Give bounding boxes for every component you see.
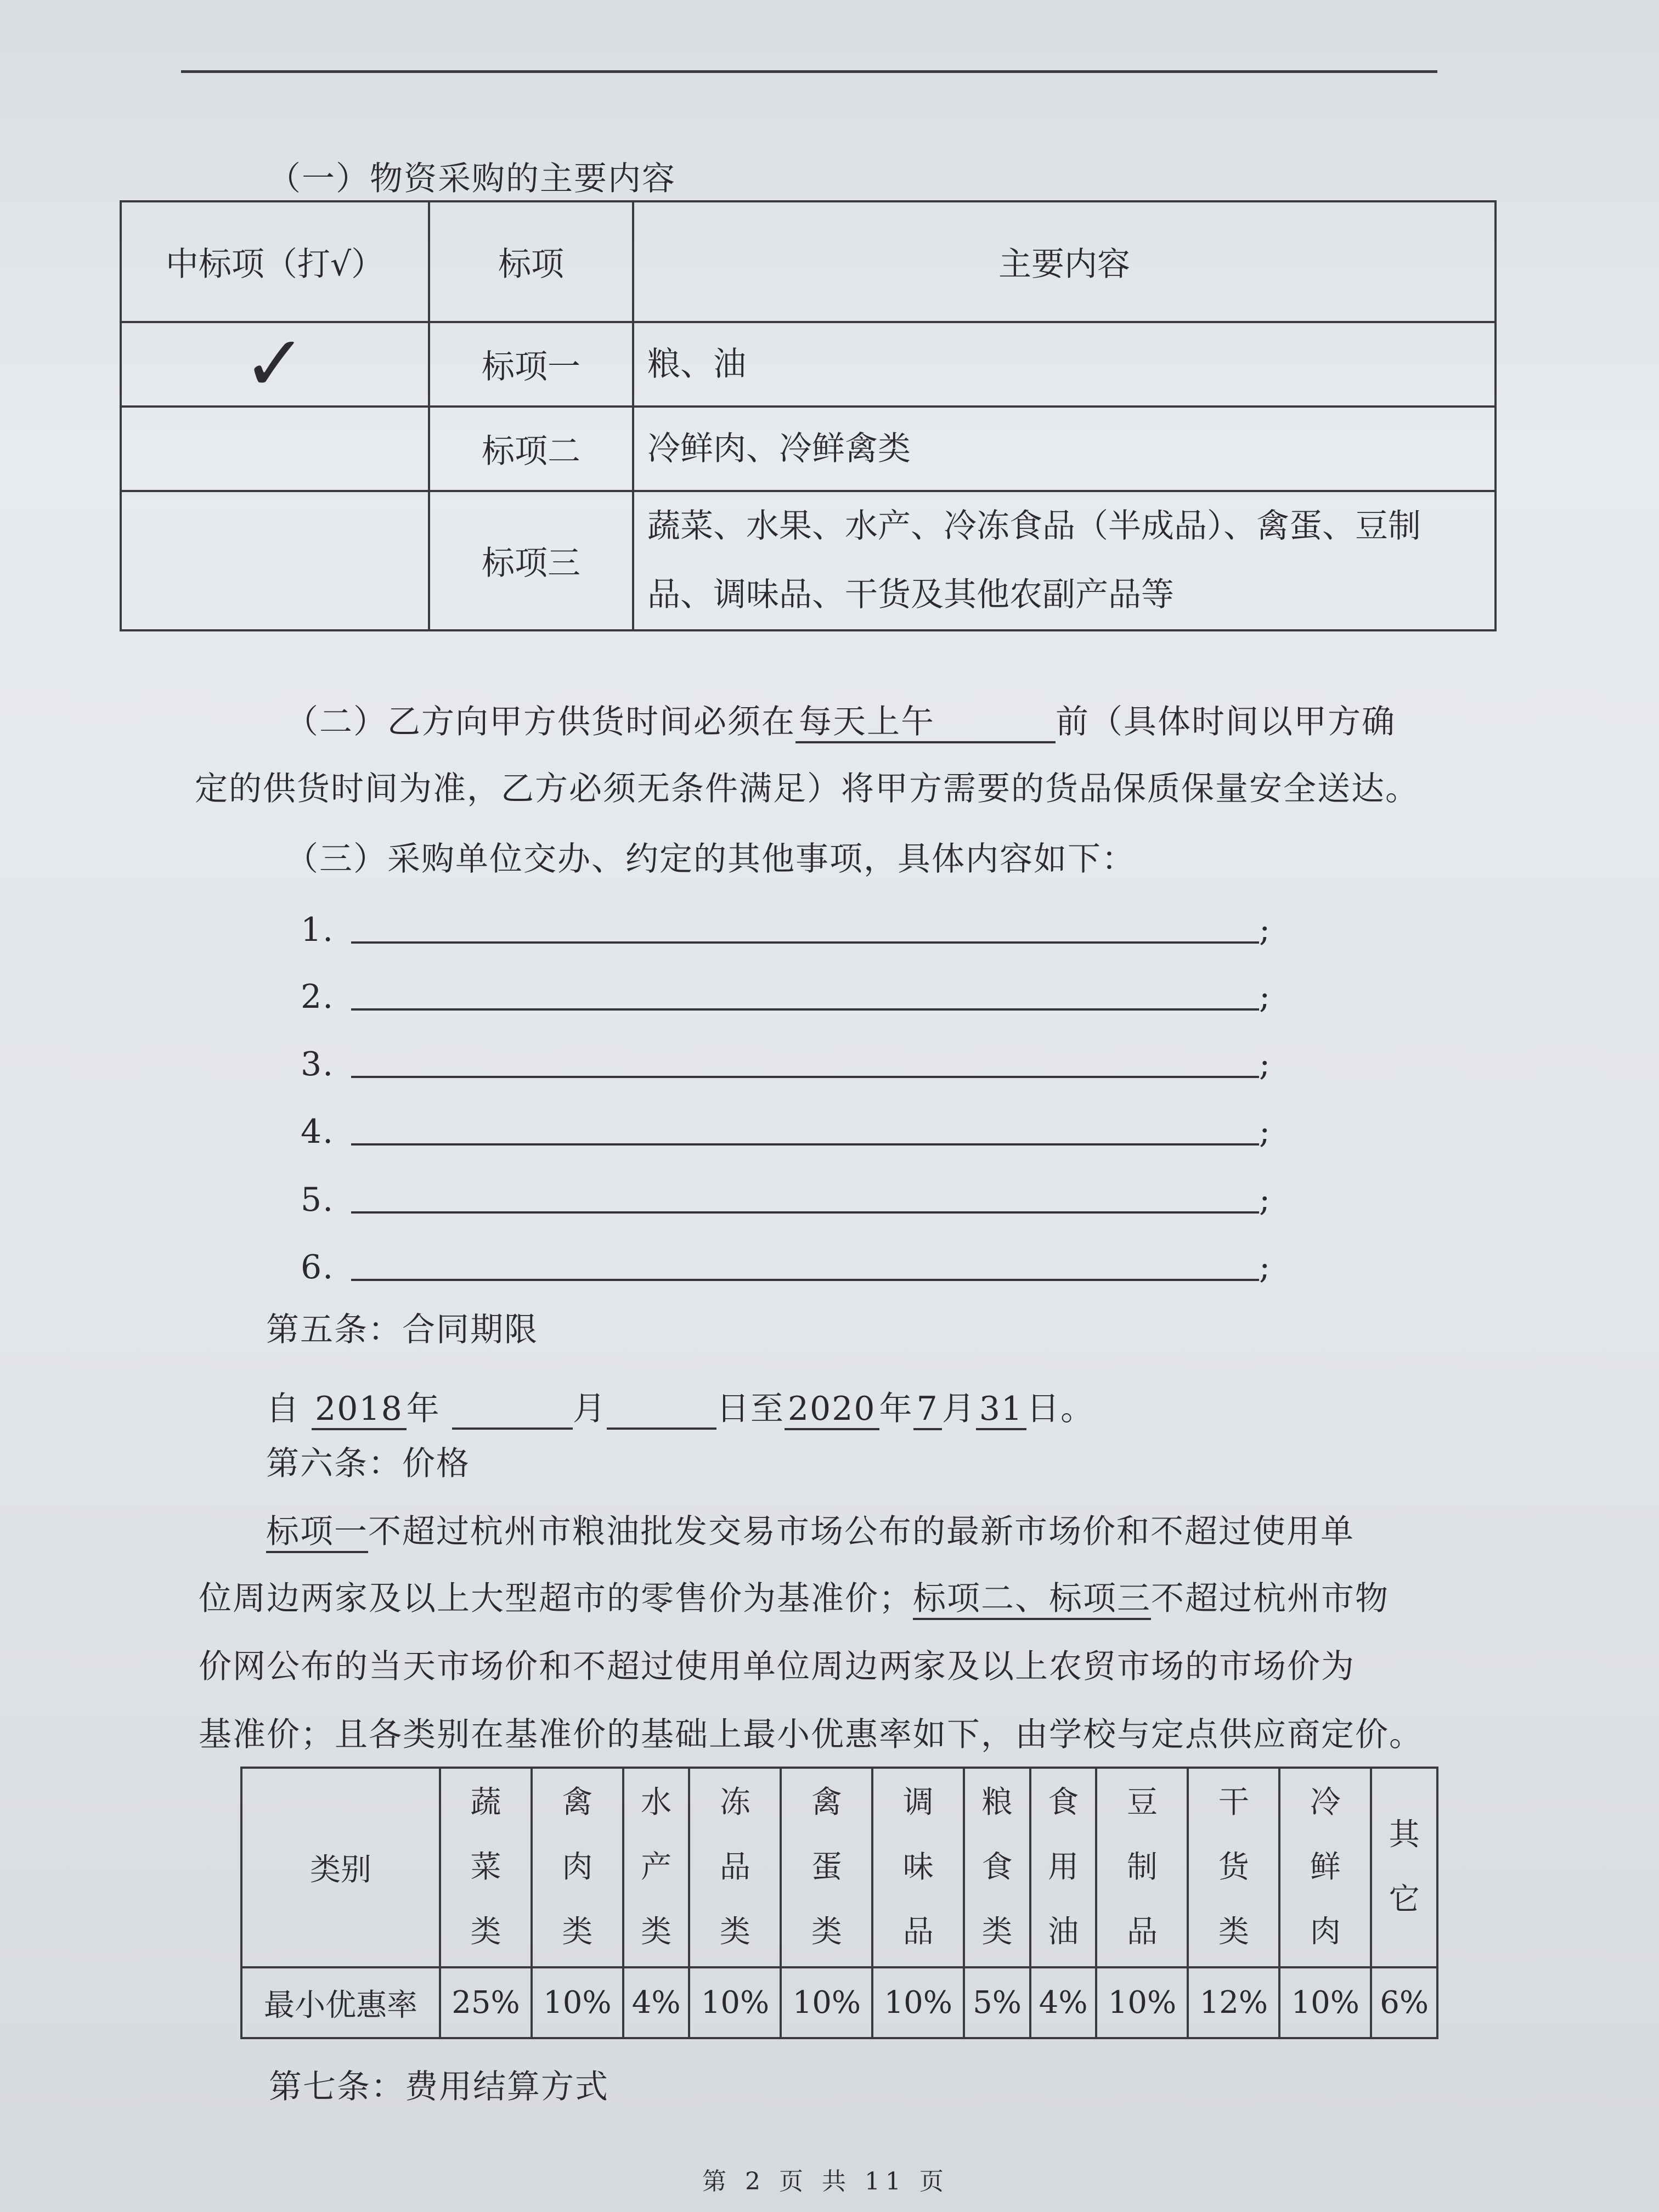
table-row	[121, 322, 1496, 407]
category-name: 其 它	[1389, 1817, 1420, 1917]
section2-prefix: （二）乙方向甲方供货时间必须在	[285, 703, 795, 741]
blank-item-number: 2.	[301, 978, 335, 1016]
price-paragraph-line: 价网公布的当天市场价和不超过使用单位周边两家及以上农贸市场的市场价为	[199, 1647, 1355, 1686]
rate-value: 10%	[689, 1967, 781, 2038]
item-content: 冷鲜肉、冷鲜禽类	[633, 407, 1496, 491]
end-year: 2020	[785, 1390, 879, 1430]
blank-terminator: ;	[1259, 1248, 1272, 1286]
blank-terminator: ;	[1259, 978, 1272, 1016]
item-name: 标项二	[429, 407, 633, 491]
category-name: 豆 制 品	[1126, 1785, 1158, 1950]
category-cell	[440, 1768, 532, 1967]
blank-line	[351, 1143, 1259, 1146]
blank-item-number: 4.	[301, 1113, 335, 1151]
category-name: 粮 食 类	[981, 1785, 1013, 1950]
category-label: 类别	[241, 1768, 440, 1967]
blank-line	[351, 1076, 1259, 1078]
start-year: 2018	[312, 1390, 407, 1430]
rate-value: 10%	[532, 1967, 623, 2038]
category-cell	[1188, 1768, 1279, 1967]
month-char: 月	[941, 1390, 976, 1428]
item-name: 标项一	[429, 322, 633, 407]
rate-value: 5%	[964, 1967, 1030, 2038]
article5-heading: 第五条：合同期限	[266, 1311, 538, 1349]
category-name: 禽 蛋 类	[811, 1785, 842, 1950]
delivery-time-value: 每天上午	[795, 703, 1056, 743]
category-cell	[872, 1768, 964, 1967]
blank-item-number: 6.	[301, 1248, 335, 1286]
period-from: 自	[266, 1390, 300, 1428]
rate-value: 4%	[623, 1967, 690, 2038]
price-paragraph-line: 基准价；且各类别在基准价的基础上最小优惠率如下，由学校与定点供应商定价。	[199, 1716, 1423, 1754]
category-cell	[964, 1768, 1030, 1967]
procurement-items-table	[120, 200, 1497, 631]
section2-line2: 定的供货时间为准，乙方必须无条件满足）将甲方需要的货品保质保量安全送达。	[195, 770, 1419, 808]
blank-terminator: ;	[1259, 1113, 1272, 1151]
blank-line	[351, 1211, 1259, 1214]
end-day: 31	[976, 1390, 1026, 1430]
section2-suffix: 前（具体时间以甲方确	[1056, 703, 1396, 741]
price-text: 位周边两家及以上大型超市的零售价为基准价；	[199, 1579, 913, 1618]
rate-value: 10%	[872, 1967, 964, 2038]
category-name: 冷 鲜 肉	[1310, 1785, 1341, 1950]
blank-terminator: ;	[1259, 911, 1272, 949]
blank-item-number: 5.	[301, 1181, 335, 1219]
start-month-blank	[452, 1395, 573, 1430]
price-text: 不超过杭州市粮油批发交易市场公布的最新市场价和不超过使用单	[368, 1513, 1355, 1551]
rate-value: 10%	[781, 1967, 872, 2038]
category-cell	[1279, 1768, 1371, 1967]
item-content	[633, 491, 1496, 630]
blank-line	[351, 1008, 1259, 1011]
category-cell	[532, 1768, 623, 1967]
page-number-footer: 第 2 页 共 11 页	[702, 2168, 949, 2196]
year-char: 年	[406, 1390, 441, 1428]
day-to: 日至	[716, 1390, 785, 1428]
category-cell	[1096, 1768, 1188, 1967]
item-content: 粮、油	[633, 322, 1496, 407]
start-day-blank	[607, 1395, 716, 1430]
discount-rate-table	[240, 1767, 1438, 2039]
header-item: 标项	[429, 201, 633, 322]
rate-row	[241, 1967, 1437, 2038]
blank-terminator: ;	[1259, 1181, 1272, 1219]
category-cell	[689, 1768, 781, 1967]
section1-heading: （一）物资采购的主要内容	[268, 160, 676, 198]
item-content-line: 品、调味品、干货及其他农副产品等	[647, 575, 1174, 614]
price-text: 不超过杭州市物	[1151, 1579, 1389, 1618]
year-char: 年	[879, 1390, 913, 1428]
category-name: 水 产 类	[641, 1785, 672, 1950]
rate-value: 10%	[1279, 1967, 1371, 2038]
item-content-line: 蔬菜、水果、水产、冷冻食品（半成品）、禽蛋、豆制	[647, 507, 1421, 545]
price-item-ref: 标项一	[266, 1513, 368, 1553]
rate-value: 6%	[1371, 1967, 1437, 2038]
article6-heading: 第六条：价格	[266, 1444, 470, 1483]
blank-terminator: ;	[1259, 1045, 1272, 1084]
category-cell	[1030, 1768, 1097, 1967]
article7-heading: 第七条：费用结算方式	[269, 2068, 609, 2106]
blank-item-number: 3.	[301, 1045, 335, 1084]
checkmark-icon: ✓	[242, 319, 307, 409]
section2-line1	[285, 696, 1396, 743]
category-name: 禽 肉 类	[562, 1785, 593, 1950]
blank-line	[351, 1279, 1259, 1281]
category-name: 蔬 菜 类	[470, 1785, 501, 1950]
price-item-ref: 标项二、标项三	[913, 1579, 1151, 1620]
end-day-char: 日。	[1026, 1390, 1095, 1428]
price-paragraph-line	[199, 1572, 1389, 1620]
header-content: 主要内容	[633, 201, 1496, 322]
rate-value: 25%	[440, 1967, 532, 2038]
contract-period-line	[266, 1383, 1094, 1430]
table-row	[121, 491, 1496, 630]
category-cell	[623, 1768, 690, 1967]
rate-label: 最小优惠率	[241, 1967, 440, 2038]
mark-cell	[121, 407, 429, 491]
item-name: 标项三	[429, 491, 633, 630]
checkmark-cell	[121, 319, 429, 409]
header-mark: 中标项（打√）	[121, 201, 429, 322]
section3-heading: （三）采购单位交办、约定的其他事项，具体内容如下：	[285, 840, 1136, 878]
rate-value: 12%	[1188, 1967, 1279, 2038]
mark-cell	[121, 491, 429, 630]
month-char: 月	[572, 1390, 607, 1428]
blank-item-number: 1.	[301, 911, 335, 949]
category-row	[241, 1768, 1437, 1967]
category-name: 冻 品 类	[719, 1785, 751, 1950]
rate-value: 4%	[1030, 1967, 1097, 2038]
table-row	[121, 407, 1496, 491]
category-cell	[781, 1768, 872, 1967]
table-header-row	[121, 201, 1496, 322]
top-rule	[181, 70, 1437, 73]
end-month: 7	[913, 1390, 942, 1430]
category-name: 食 用 油	[1048, 1785, 1079, 1950]
price-paragraph-line	[266, 1505, 1355, 1553]
category-name: 干 货 类	[1218, 1785, 1249, 1950]
category-name: 调 味 品	[902, 1785, 934, 1950]
blank-line	[351, 941, 1259, 944]
category-cell	[1371, 1768, 1437, 1967]
rate-value: 10%	[1096, 1967, 1188, 2038]
